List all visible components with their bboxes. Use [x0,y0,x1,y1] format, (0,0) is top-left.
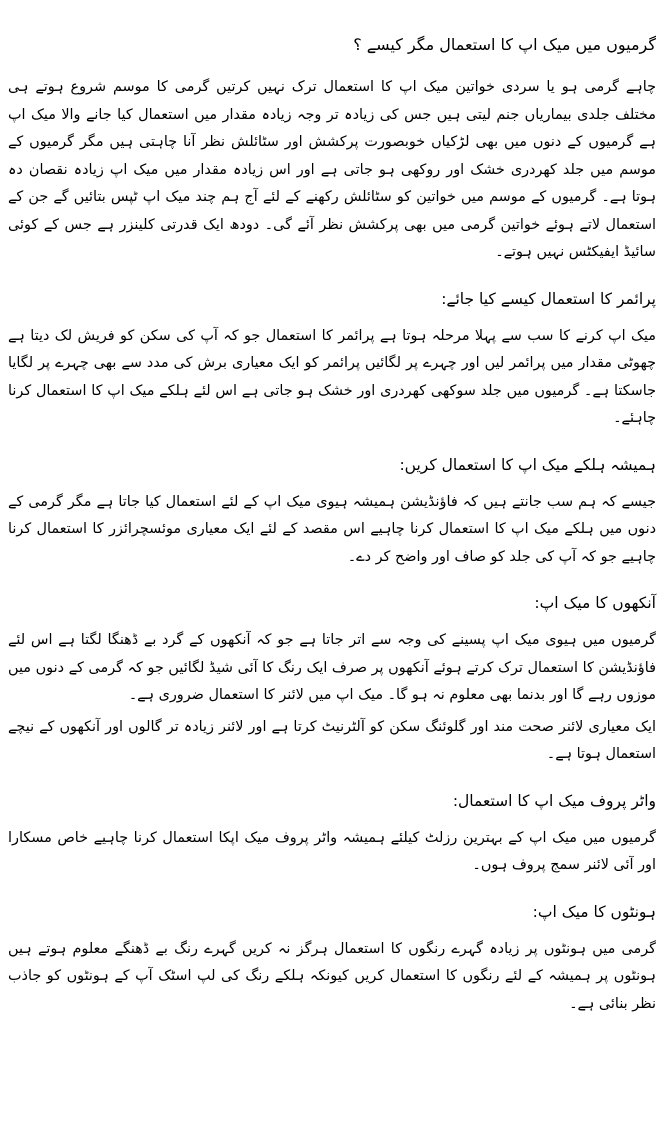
section-heading-lip-makeup: ہونٹوں کا میک اپ: [532,902,656,921]
section-heading-primer: پرائمر کا استعمال کیسے کیا جائے: [441,289,656,308]
section-paragraph-eye-makeup: گرمیوں میں ہیوی میک اپ پسینے کی وجہ سے اتر جاتا ہے جو کہ آنکھوں کے گرد بے ڈھنگا لگتا ہے اس لئے فاؤنڈیشن کا استعمال ترک کرتے ہوئے آنکھوں پر صرف ایک رنگ کا آئی شیڈ لگائیں جو کہ گرمی کے دنوں میں موزوں رہے گا اور بدنما بھی معلوم نہ ہو گا۔ میک اپ میں لائنر کا استعمال ضروری ہے۔ [8,632,656,703]
section-paragraph-light-makeup: جیسے کہ ہم سب جانتے ہیں کہ فاؤنڈیشن ہمیشہ ہیوی میک اپ کے لئے استعمال کیا جاتا ہے مگر گرمی کے دنوں میں ہلکے میک اپ کا استعمال کرنا چاہیے اس مقصد کے لئے ایک معیاری موئسچرائزر کا استعمال کرنا چاہیے جو کہ آپ کی جلد کو صاف اور واضح کر دے۔ [8,493,656,565]
section-paragraph-lip-makeup: گرمی میں ہونٹوں پر زیادہ گہرے رنگوں کا استعمال ہرگز نہ کریں گہرے رنگ بے ڈھنگے معلوم ہوتے ہیں ہونٹوں پر ہمیشہ کے لئے رنگوں کا استعمال کریں کیونکہ ہلکے رنگ کی لپ اسٹک آپ کے ہونٹوں کو جاذب نظر بنائی ہے۔ [8,940,656,1012]
intro-paragraph: چاہے گرمی ہو یا سردی خواتین میک اپ کا استعمال ترک نہیں کرتیں گرمی کا موسم شروع ہوتے ہی مختلف جلدی بیماریاں جنم لیتی ہیں جس کی زیادہ تر وجہ زیادہ مقدار میں استعمال کیا جانے والا میک اپ ہے گرمیوں کے دنوں میں بھی لڑکیاں خوبصورت پرکشش اور سٹائلش نظر آنا چاہتی ہیں مگر گرمیوں کے موسم میں جلد کھردری خشک اور روکھی ہو جاتی ہے اور اس زیادہ مقدار میں میک اپ زیادہ نقصان دہ ہوتا ہے۔ گرمیوں کے موسم میں خواتین کو سٹائلش رکھنے کے لئے آج ہم چند میک اپ ٹپس بتائیں گے جن کے استعمال لاتے ہوئے خواتین گرمی میں بھی پرکشش نظر آئے گی۔ دودھ ایک قدرتی کلینزر ہے جس کے کوئی سائیڈ ایفیکٹس نہیں ہوتے۔ [8,79,656,260]
section-heading-eye-makeup: آنکھوں کا میک اپ: [534,594,656,612]
section-paragraph-primer: میک اپ کرنے کا سب سے پہلا مرحلہ ہوتا ہے پرائمر کا استعمال جو کہ آپ کی سکن کو فریش لک دیتا ہے چھوٹی مقدار میں پرائمر لیں اور چہرے پر لگائیں پرائمر کو ایک معیاری برش کی مدد سے بھی چہرے پر لگایا جاسکتا ہے۔ گرمیوں میں جلد سوکھی کھردری اور خشک ہو جاتی ہے اس لئے ہلکے میک اپ کا استعمال کرنا چاہئے۔ [8,327,656,426]
section-heading-light-makeup: ہمیشہ ہلکے میک اپ کا استعمال کریں: [399,455,656,474]
article-title: گرمیوں میں میک اپ کا استعمال مگر کیسے ؟ [353,35,656,54]
section-paragraph-eye-makeup-liner: ایک معیاری لائنر صحت مند اور گلوئنگ سکن کو آلٹرنیٹ کرتا ہے اور لائنر زیادہ تر گالوں اور آنکھوں کے نیچے استعمال ہوتا ہے۔ [8,718,656,762]
section-heading-waterproof: واٹر پروف میک اپ کا استعمال: [452,791,656,810]
section-paragraph-waterproof: گرمیوں میں میک اپ کے بہترین رزلٹ کیلئے ہمیشہ واٹر پروف میک اپکا استعمال کرنا چاہیے خاص مسکارا اور آئی لائنر سمج پروف ہوں۔ [8,829,656,873]
